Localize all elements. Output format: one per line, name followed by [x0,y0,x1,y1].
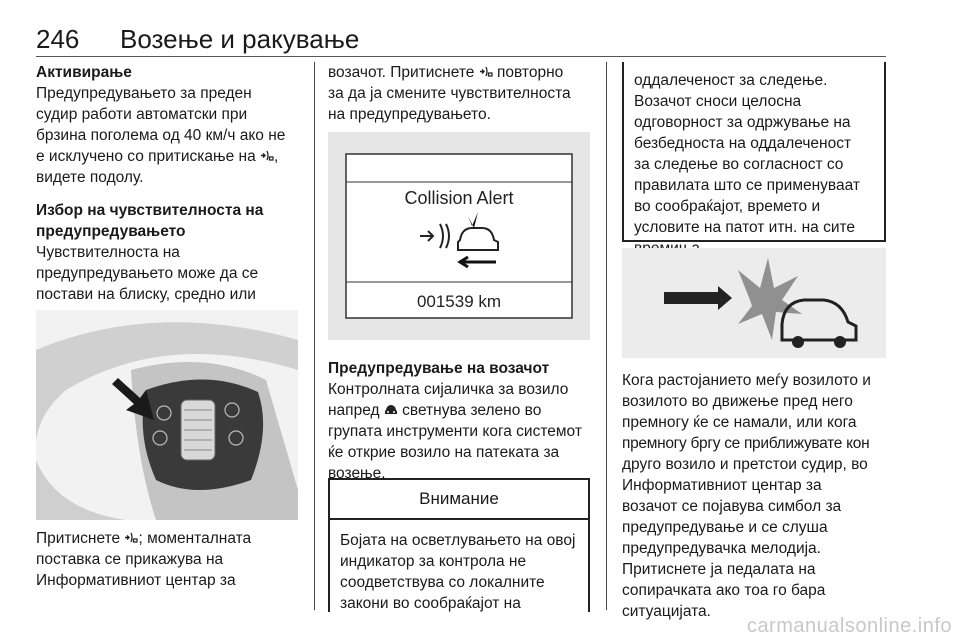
box3-line: Возачот сноси целосна [634,93,802,110]
col2-para2-line: групата инструменти кога системот [328,423,582,440]
col2-para2-suffix: светнува зелено во [397,402,542,419]
notice-continuation-box [622,62,886,242]
page-number: 246 [36,24,80,54]
col3-line: друго возило и претстои судир, во [622,456,868,473]
box3-line: за следење во согласност со [634,156,844,173]
notice-line: соодветствува со локалните [340,574,545,591]
column-3-text [622,370,886,622]
header-rule [36,56,886,57]
page-header [36,24,886,54]
column-divider [314,62,315,610]
col2-line: за да ја смените чувствителноста [328,85,571,102]
heading-sensitivity: предупредувањето [36,223,186,240]
box3-line: безбедноста на оддалеченост [634,135,852,152]
para3-suffix: ; моменталната [138,530,252,547]
col2-para2-line: Контролната сијаличка за возило [328,381,569,398]
box3-line: оддалеченост за следење. [634,72,828,89]
heading-activation: Активирање [36,64,132,81]
col2-line [328,62,593,83]
para2-line: предупредувањето може да се [36,265,259,282]
column-divider [606,62,607,610]
box3-line: во сообраќајот, времето и [634,198,821,215]
collision-sensitivity-icon [124,531,138,544]
notice-line: закони во сообраќајот на [340,595,521,612]
col2-para2-line [328,400,593,421]
notice-title: Внимание [330,480,588,520]
notice-body [330,520,588,614]
col3-line: Информативниот центар за [622,477,822,494]
notice-line: Бојата на осветлувањето на овој [340,532,576,549]
box3-line: одговорност за одржување на [634,114,851,131]
para3-prefix: Притиснете [36,530,125,547]
para3-line [36,528,301,549]
para1-text: е исклучено со притискање на [36,148,261,165]
col3-line: Притиснете ја педалата на [622,561,816,578]
notice-line: индикатор за контрола не [340,553,527,570]
display-odometer: 001539 km [416,292,502,311]
heading-driver-warning: Предупредување на возачот [328,360,550,377]
para3-line: Информативниот центар за [36,572,236,589]
col2-suffix: повторно [492,64,564,81]
col3-line: Кога растојанието меѓу возилото и [622,372,871,389]
box3-line: условите на патот итн. на сите [634,219,856,236]
col3-line: сопирачката ако тоа го бара [622,582,826,599]
column-2-middle [328,358,593,484]
para2-line: постави на блиску, средно или [36,286,256,303]
column-1 [36,62,301,326]
collision-sensitivity-icon [479,65,493,78]
vehicle-ahead-icon [384,403,398,416]
heading-sensitivity: Избор на чувствителноста на [36,202,264,219]
collision-sensitivity-icon [260,149,274,162]
display-title: Collision Alert [404,188,514,208]
col3-line: премногу бргу се приближувате кон [622,435,870,452]
chapter-title: Возење и ракување [120,24,360,54]
para1-suffix: , [274,148,279,165]
col2-para2-prefix: напред [328,402,384,419]
collision-warning-symbol [622,248,886,358]
notice-box [328,478,590,612]
para1-line: брзина поголема од 40 км/ч ако не [36,127,286,144]
col3-line: предупредување и се слуша [622,519,828,536]
col2-prefix: возачот. Притиснете [328,64,479,81]
col3-line: возачот се појавува симбол за [622,498,842,515]
box3-line: правилата што се применуваат [634,177,860,194]
column-2 [328,62,593,125]
para1-line: видете подолу. [36,169,144,186]
para1-line: Предупредувањето за преден [36,85,252,102]
column-1-bottom [36,528,301,591]
watermark: carmanualsonline.info [746,615,952,637]
col3-line: предупредувачка мелодија. [622,540,821,557]
col2-para2-line: ќе открие возило на патеката за [328,444,560,461]
para2-line: Чувствителноста на [36,244,180,261]
driver-info-display [328,132,590,340]
col2-line: на предупредувањето. [328,106,491,123]
para1-line: судир работи автоматски при [36,106,248,123]
col2-para2-line: возење. [328,465,386,482]
col3-line: премногу ќе се намали, или кога [622,414,857,431]
steering-wheel-illustration [36,310,298,520]
para3-line: поставка се прикажува на [36,551,224,568]
para1-line [36,146,301,167]
col3-line: ситуацијата. [622,603,711,620]
col3-line: возилото во движење пред него [622,393,853,410]
